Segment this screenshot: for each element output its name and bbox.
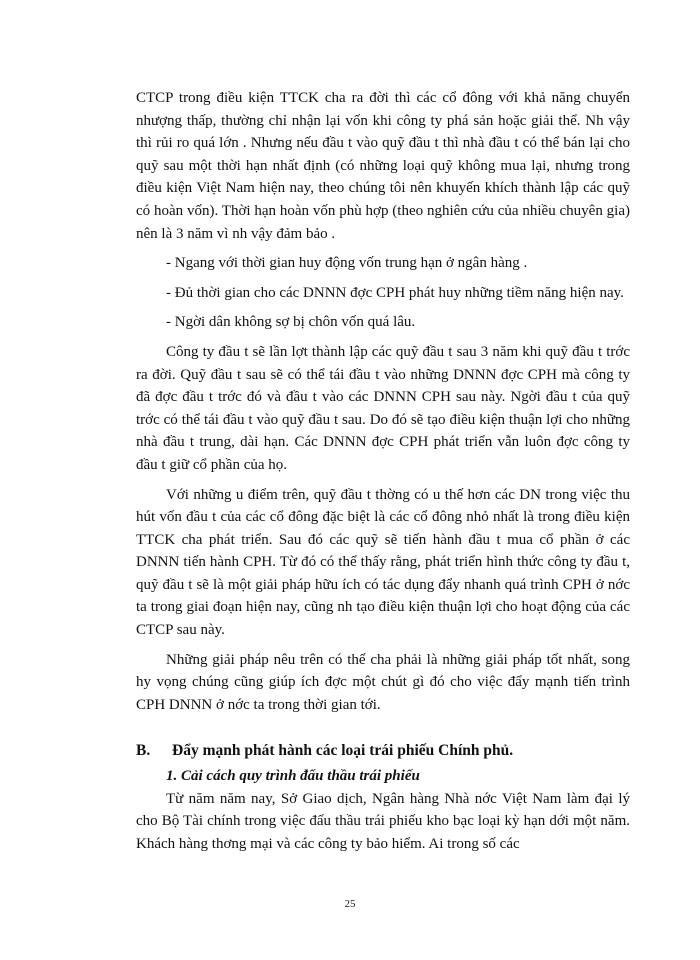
section-label: B.: [136, 742, 151, 760]
bullet-du-thoi-gian: - Đủ thời gian cho các DNNN đợc CPH phát huy những tiềm năng hiện nay.: [166, 284, 624, 301]
paragraph-uu-diem: Với những u điểm trên, quỹ đầu t thờng có u thế hơn các DN trong việc thu hút vốn đầu t của các cổ đông đặc biệt là các cổ đông nhỏ nhất là trong điều kiện TTCK cha phát triển. Sau đó các quỹ sẽ tiến hành đầu t mua cổ phần ở các DNNN tiến hành CPH. Từ đó có thể thấy rằng, phát triển hình thức công ty đầu t, quỹ đầu t sẽ là một giải pháp hữu ích có tác dụng đẩy nhanh quá trình CPH ở nớc ta trong giai đoạn hiện nay, cũng nh tạo điều kiện thuận lợi cho hoạt động của các CTCP sau này.: [136, 486, 630, 639]
page-body: [136, 87, 630, 862]
paragraph-so-giao-dich: Từ năm năm nay, Sở Giao dịch, Ngân hàng Nhà nớc Việt Nam làm đại lý cho Bộ Tài chính trong việc đấu thầu trái phiếu kho bạc loại kỳ hạn dới một năm. Khách hàng thơng mại và các công ty bảo hiểm. Ai trong số các: [136, 790, 630, 852]
page-number: 25: [344, 898, 356, 910]
section-title: Đẩy mạnh phát hành các loại trái phiếu Chính phủ.: [172, 742, 514, 760]
bullet-nguoi-dan: - Ngời dân không sợ bị chôn vốn quá lâu.: [166, 314, 416, 331]
paragraph-cong-ty-dau-tu: Công ty đầu t sẽ lần lợt thành lập các quỹ đầu t sau 3 năm khi quỹ đầu t trớc ra đời. Quỹ đầu t sau sẽ có thể tái đầu t vào những DNNN đợc CPH mà công ty đã đợc đầu t trớc đó và đầu t vào các DNNN CPH sau này. Ngời đầu t của quỹ trớc có thể tái đầu t vào quỹ đầu t sau. Do đó sẽ tạo điều kiện thuận lợi cho những nhà đầu t trung, dài hạn. Các DNNN đợc CPH phát triển vẫn luôn đợc công ty đầu t giữ cổ phần của họ.: [136, 343, 630, 473]
subsection-heading: 1. Cải cách quy trình đấu thầu trái phiếu: [166, 768, 420, 785]
section-heading: [136, 740, 630, 763]
bullet-ngang-thoi-gian: - Ngang với thời gian huy động vốn trung hạn ở ngân hàng .: [166, 255, 528, 272]
paragraph-ctcp-continuation: CTCP trong điều kiện TTCK cha ra đời thì các cổ đông với khả năng chuyển nhượng thấp, thường chỉ nhận lại vốn khi công ty phá sản hoặc giải thể. Nh vậy thì rủi ro quá lớn . Nhưng nếu đầu t vào quỹ đầu t thì nhà đầu t có thể bán lại cho quỹ sau một thời hạn nhất định (có những loại quỹ không mua lại, nhưng trong điều kiện Việt Nam hiện nay, theo chúng tôi nên khuyến khích thành lập các quỹ có hoàn vốn). Thời hạn hoàn vốn phù hợp (theo nghiên cứu của nhiều chuyên gia) nên là 3 năm vì nh vậy đảm bảo .: [136, 90, 630, 242]
paragraph-nhung-giai-phap: Những giải pháp nêu trên có thể cha phải là những giải pháp tốt nhất, song hy vọng chúng cũng giúp ích đợc một chút gì đó cho việc đẩy mạnh tiến trình CPH DNNN ở nớc ta trong thời gian tới.: [136, 651, 630, 713]
